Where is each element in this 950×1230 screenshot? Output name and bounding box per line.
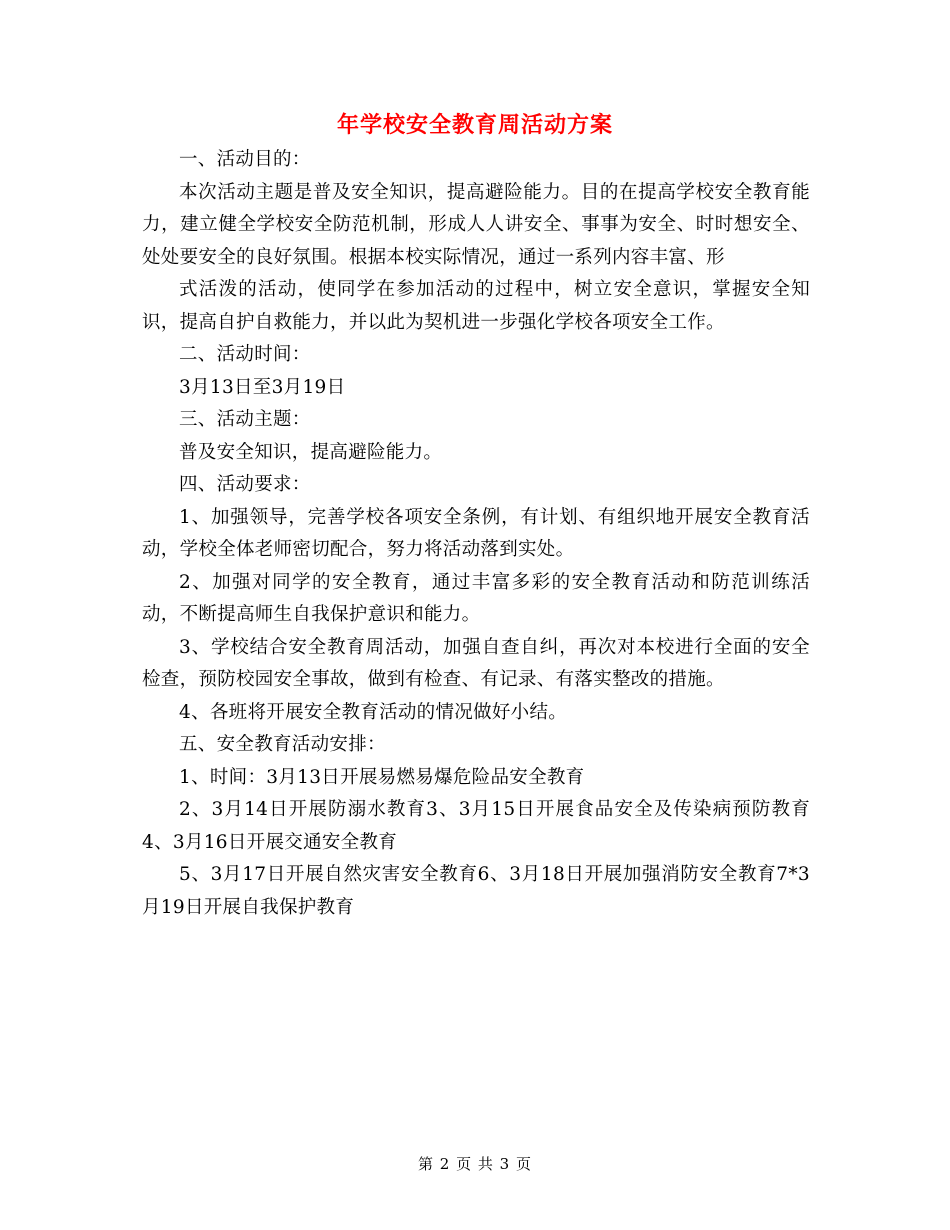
- document-body: [142, 144, 810, 924]
- page-number-footer: 第 2 页 共 3 页: [418, 1155, 532, 1173]
- paragraph: 2、3月14日开展防溺水教育3、3月15日开展食品安全及传染病预防教育4、3月16日开展交通安全教育: [142, 799, 810, 853]
- paragraph: 普及安全知识，提高避险能力。: [179, 441, 443, 463]
- paragraph: 3月13日至3月19日: [179, 376, 346, 398]
- paragraph: 1、加强领导，完善学校各项安全条例，有计划、有组织地开展安全教育活动，学校全体老师密切配合，努力将活动落到实处。: [142, 506, 810, 560]
- paragraph: 1、时间：3月13日开展易燃易爆危险品安全教育: [179, 766, 585, 788]
- paragraph: 三、活动主题：: [179, 409, 311, 430]
- paragraph: 本次活动主题是普及安全知识，提高避险能力。目的在提高学校安全教育能力，建立健全学校安全防范机制，形成人人讲安全、事事为安全、时时想安全、处处要安全的良好氛围。根据本校实际情况，通过一系列内容丰富、形: [142, 181, 810, 268]
- paragraph: 3、学校结合安全教育周活动，加强自查自纠，再次对本校进行全面的安全检查，预防校园安全事故，做到有检查、有记录、有落实整改的措施。: [142, 636, 810, 690]
- paragraph: 2、加强对同学的安全教育，通过丰富多彩的安全教育活动和防范训练活动，不断提高师生自我保护意识和能力。: [142, 571, 810, 625]
- paragraph: 五、安全教育活动安排：: [179, 734, 386, 755]
- paragraph: 5、3月17日开展自然灾害安全教育6、3月18日开展加强消防安全教育7*3月19日开展自我保护教育: [142, 864, 810, 918]
- paragraph: 二、活动时间：: [179, 344, 311, 365]
- paragraph: 式活泼的活动，使同学在参加活动的过程中，树立安全意识，掌握安全知识，提高自护自救能力，并以此为契机进一步强化学校各项安全工作。: [142, 279, 810, 333]
- document-title: 年学校安全教育周活动方案: [336, 112, 613, 138]
- paragraph: 4、各班将开展安全教育活动的情况做好小结。: [179, 701, 568, 723]
- paragraph: 四、活动要求：: [179, 474, 311, 495]
- paragraph: 一、活动目的：: [179, 149, 311, 170]
